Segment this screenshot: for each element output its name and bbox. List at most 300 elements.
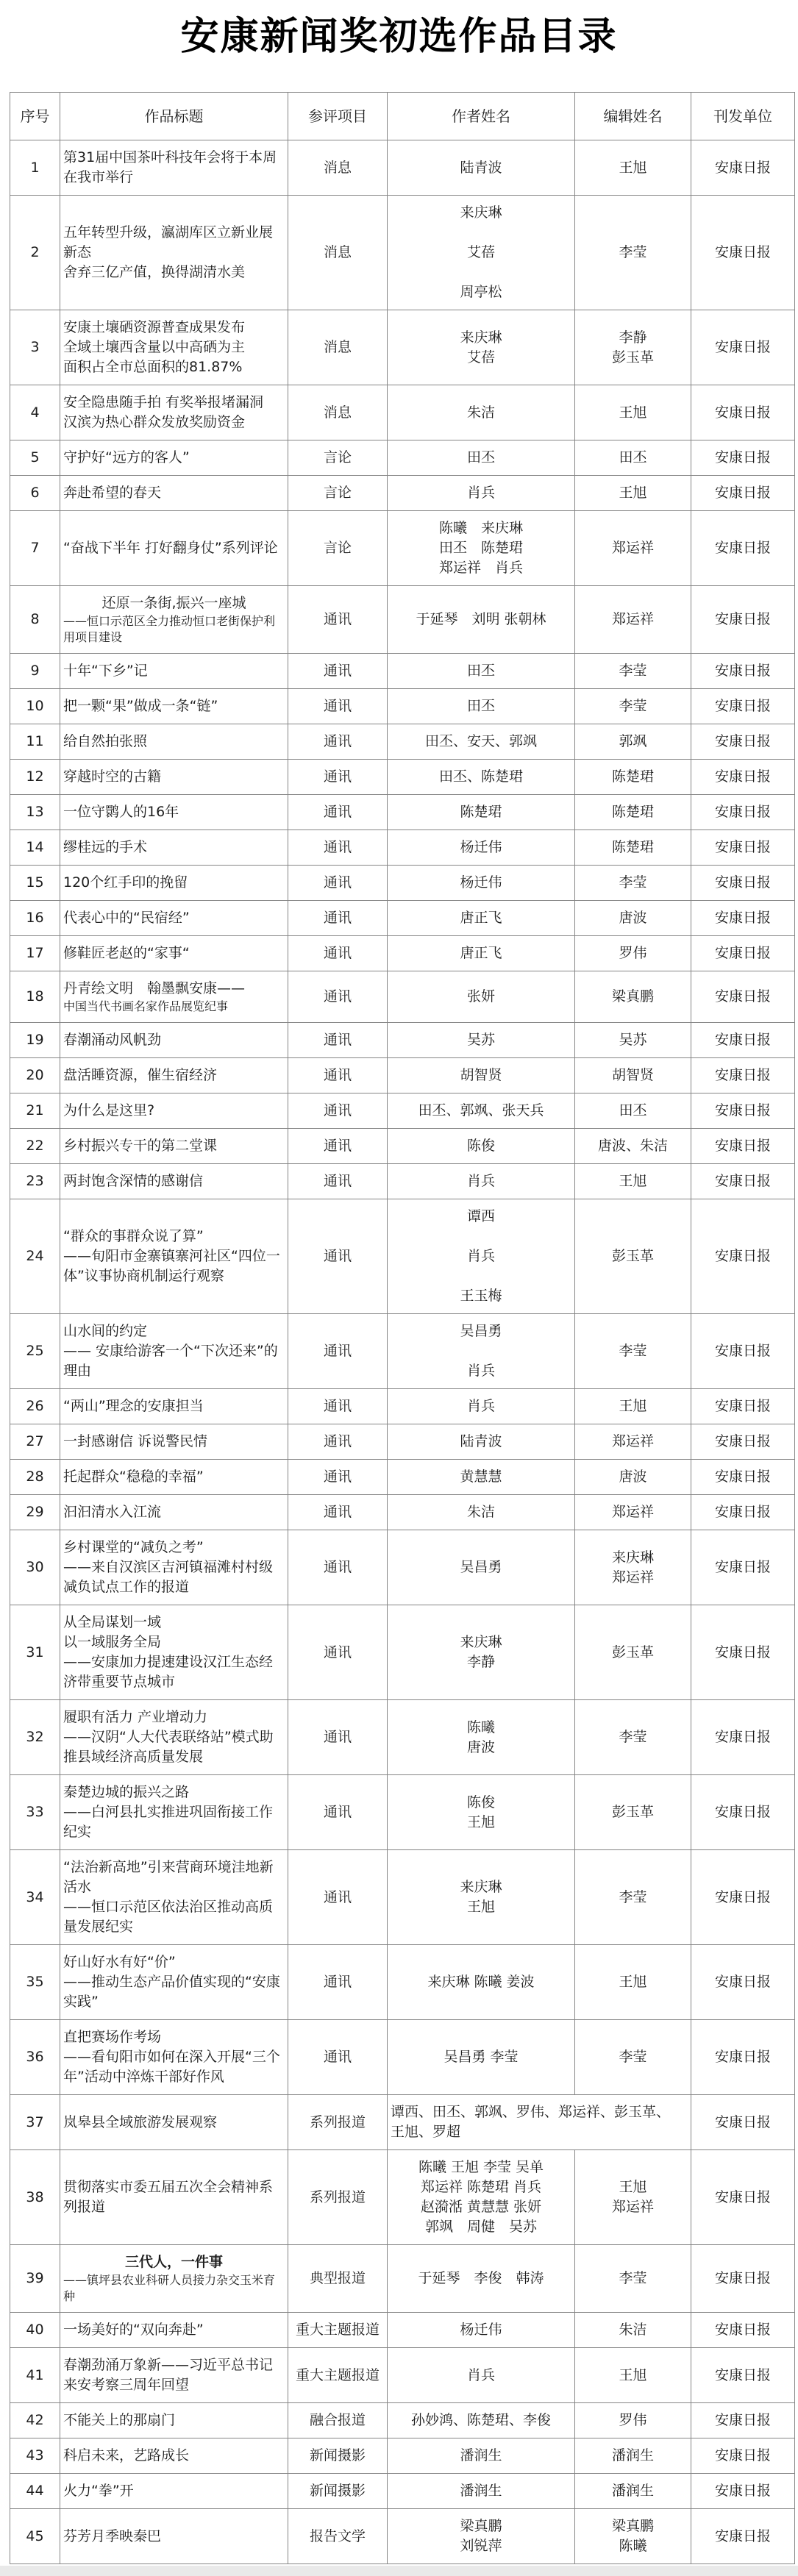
publish-unit-cell: 安康日报: [691, 2150, 795, 2245]
row-number: 36: [10, 2020, 60, 2095]
publish-unit-cell: 安康日报: [691, 2245, 795, 2313]
work-title-cell: [60, 1389, 288, 1424]
publish-unit-cell: 安康日报: [691, 1495, 795, 1530]
table-row: [10, 760, 795, 795]
title-line: 安康土壤硒资源普查成果发布: [63, 319, 246, 335]
name-line: 肖兵: [466, 1173, 495, 1189]
publish-unit-cell: 安康日报: [691, 1945, 795, 2020]
name-line: [391, 1227, 571, 1246]
table-row: [10, 2509, 795, 2564]
name-line: 李莹: [619, 1888, 647, 1905]
category-cell: 通讯: [288, 1424, 388, 1460]
table-row: [10, 1023, 795, 1058]
work-title-cell: [60, 1424, 288, 1460]
authors-cell: [388, 2150, 575, 2245]
name-line: 吴苏: [466, 1032, 495, 1048]
row-number: 19: [10, 1023, 60, 1058]
title-line: 山水间的约定: [63, 1323, 148, 1339]
category-cell: 通讯: [288, 1199, 388, 1314]
authors-cell: [388, 830, 575, 866]
work-title-cell: [60, 1058, 288, 1093]
table-row: [10, 1460, 795, 1495]
name-line: 郑运祥: [611, 1569, 654, 1585]
authors-cell: [388, 1945, 575, 2020]
work-title-cell: [60, 310, 288, 385]
authors-cell: [388, 1199, 575, 1314]
row-number: 29: [10, 1495, 60, 1530]
name-line: 肖兵: [466, 1248, 495, 1264]
table-row: [10, 310, 795, 385]
editors-cell: [575, 2150, 691, 2245]
title-line: 缪桂远的手术: [63, 839, 148, 855]
editors-cell: [575, 310, 691, 385]
authors-cell: [388, 440, 575, 476]
name-line: 艾蓓: [466, 349, 495, 365]
publish-unit-cell: 安康日报: [691, 1389, 795, 1424]
name-line: 肖兵: [466, 1363, 495, 1379]
work-title-cell: [60, 724, 288, 760]
editors-cell: [575, 511, 691, 586]
authors-cell: [388, 1164, 575, 1199]
publish-unit-cell: 安康日报: [691, 866, 795, 901]
name-line: 黄慧慧: [460, 1469, 502, 1485]
table-row: [10, 476, 795, 511]
row-number: 14: [10, 830, 60, 866]
work-title-cell: [60, 936, 288, 971]
table-row: [10, 1495, 795, 1530]
publish-unit-cell: 安康日报: [691, 2348, 795, 2403]
table-row: [10, 1058, 795, 1093]
name-line: 郭飒: [619, 733, 647, 749]
works-table: [10, 92, 795, 2564]
name-line: 王旭: [619, 1974, 647, 1990]
work-title-cell: [60, 586, 288, 654]
name-line: 胡智贤: [460, 1067, 502, 1083]
editors-cell: [575, 2474, 691, 2509]
authors-cell: [388, 2020, 575, 2095]
title-line: ——汉阴“人大代表联络站”模式助推县域经济高质量发展: [63, 1729, 274, 1765]
authors-cell: [388, 1460, 575, 1495]
table-row: [10, 1314, 795, 1389]
name-line: 张妍: [466, 988, 495, 1005]
title-line: 奔赴希望的春天: [63, 485, 162, 501]
work-title-cell: [60, 1945, 288, 2020]
table-row: [10, 2474, 795, 2509]
name-line: 李莹: [619, 663, 647, 679]
publish-unit-cell: 安康日报: [691, 2020, 795, 2095]
title-line: ——旬阳市金寨镇寨河社区“四位一体”议事协商机制运行观察: [63, 1248, 280, 1284]
editors-cell: [575, 1164, 691, 1199]
work-title-cell: [60, 2438, 288, 2474]
name-line: 唐正飞: [460, 910, 502, 926]
authors-cell: [388, 1023, 575, 1058]
editors-cell: [575, 724, 691, 760]
row-number: 43: [10, 2438, 60, 2474]
column-header: 作品标题: [60, 93, 288, 140]
editors-cell: [575, 2020, 691, 2095]
row-number: 3: [10, 310, 60, 385]
table-row: [10, 2150, 795, 2245]
title-line: 直把赛场作考场: [63, 2029, 162, 2045]
row-number: 44: [10, 2474, 60, 2509]
table-row: [10, 1605, 795, 1700]
name-line: 胡智贤: [611, 1067, 654, 1083]
name-line: 来庆琳 陈曦 姜波: [427, 1974, 535, 1990]
table-row: [10, 1700, 795, 1775]
editors-cell: [575, 1945, 691, 2020]
work-title-cell: [60, 1129, 288, 1164]
category-cell: 通讯: [288, 1775, 388, 1850]
work-title-cell: [60, 2095, 288, 2150]
title-line: 面积占全市总面积的81.87%: [63, 359, 243, 375]
publish-unit-cell: 安康日报: [691, 724, 795, 760]
name-line: 唐波: [466, 1738, 495, 1755]
table-row: [10, 1424, 795, 1460]
title-line: 盘活睡资源，催生宿经济: [63, 1067, 218, 1083]
name-line: 王旭: [619, 404, 647, 421]
authors-cell: [388, 724, 575, 760]
work-title-cell: [60, 760, 288, 795]
title-line: ——恒口示范区全力推动恒口老街保护利用项目建设: [63, 614, 276, 644]
work-title-cell: [60, 1530, 288, 1605]
work-title-cell: [60, 830, 288, 866]
table-row: [10, 385, 795, 440]
publish-unit-cell: 安康日报: [691, 140, 795, 196]
table-row: [10, 1164, 795, 1199]
name-line: 朱洁: [619, 2322, 647, 2338]
editors-cell: [575, 654, 691, 689]
category-cell: 通讯: [288, 1129, 388, 1164]
publish-unit-cell: 安康日报: [691, 1129, 795, 1164]
name-line: 李莹: [619, 1729, 647, 1745]
name-line: 李莹: [619, 874, 647, 891]
title-line: 修鞋匠老赵的“家事“: [63, 945, 190, 961]
editors-cell: [575, 1058, 691, 1093]
authors-cell: [388, 1850, 575, 1945]
publish-unit-cell: 安康日报: [691, 936, 795, 971]
name-line: 陈曦 王旭 李莹 吴单: [418, 2159, 544, 2175]
row-number: 1: [10, 140, 60, 196]
work-title-cell: [60, 866, 288, 901]
table-row: [10, 440, 795, 476]
name-line: 王旭: [619, 2366, 647, 2383]
title-line: 给自然拍张照: [63, 733, 148, 749]
category-cell: 消息: [288, 385, 388, 440]
name-line: 王旭: [466, 1813, 495, 1830]
category-cell: 言论: [288, 511, 388, 586]
publish-unit-cell: 安康日报: [691, 2313, 795, 2348]
title-line: 中国当代书画名家作品展览纪事: [63, 999, 229, 1013]
editors-cell: [575, 866, 691, 901]
category-cell: 融合报道: [288, 2403, 388, 2438]
title-line: “两山”理念的安康担当: [63, 1398, 204, 1414]
publish-unit-cell: 安康日报: [691, 795, 795, 830]
title-line: —— 安康给游客一个“下次还来”的理由: [63, 1343, 278, 1379]
table-row: [10, 1093, 795, 1129]
table-row: [10, 2095, 795, 2150]
category-cell: 报告文学: [288, 2509, 388, 2564]
title-line: 好山好水有好“价”: [63, 1954, 176, 1970]
publish-unit-cell: 安康日报: [691, 1424, 795, 1460]
name-line: 赵漪湉 黄慧慧 张妍: [420, 2199, 542, 2215]
name-line: 李莹: [619, 1343, 647, 1359]
name-line: 肖兵: [466, 2366, 495, 2383]
title-line: 丹青绘文明 翰墨飘安康——: [63, 980, 246, 996]
row-number: 24: [10, 1199, 60, 1314]
category-cell: 重大主题报道: [288, 2313, 388, 2348]
name-line: 田丕: [466, 698, 495, 714]
name-line: 于延琴 刘明 张朝林: [416, 611, 546, 627]
category-cell: 通讯: [288, 1495, 388, 1530]
row-number: 6: [10, 476, 60, 511]
authors-cell: [388, 2509, 575, 2564]
name-line: 王玉梅: [460, 1288, 502, 1304]
title-line: 以一域服务全局: [63, 1634, 162, 1650]
name-line: 陆青波: [460, 159, 502, 176]
authors-cell: [388, 1700, 575, 1775]
name-line: 李静: [619, 329, 647, 346]
name-line: 郑运祥: [611, 611, 654, 627]
authors-cell: [388, 760, 575, 795]
authors-cell: [388, 936, 575, 971]
work-title-cell: [60, 901, 288, 936]
category-cell: 通讯: [288, 901, 388, 936]
row-number: 27: [10, 1424, 60, 1460]
name-line: 李莹: [619, 2270, 647, 2286]
name-line: 谭西: [466, 1208, 495, 1224]
name-line: 来庆琳: [460, 329, 502, 346]
work-title-cell: [60, 795, 288, 830]
name-line: 朱洁: [466, 1504, 495, 1520]
authors-cell: [388, 901, 575, 936]
work-title-cell: [60, 2474, 288, 2509]
name-line: 于延琴 李俊 韩涛: [418, 2270, 544, 2286]
row-number: 7: [10, 511, 60, 586]
name-line: [391, 263, 571, 282]
name-line: 田丕、陈楚珺: [438, 768, 523, 785]
authors-cell: [388, 2348, 575, 2403]
row-number: 28: [10, 1460, 60, 1495]
name-line: 彭玉革: [611, 349, 654, 365]
work-title-cell: [60, 2150, 288, 2245]
publish-unit-cell: 安康日报: [691, 476, 795, 511]
publish-unit-cell: 安康日报: [691, 1023, 795, 1058]
category-cell: 典型报道: [288, 2245, 388, 2313]
table-row: [10, 1530, 795, 1605]
title-line: 履职有活力 产业增动力: [63, 1709, 208, 1725]
work-title-cell: [60, 2509, 288, 2564]
editors-cell: [575, 1129, 691, 1164]
title-line: 汉滨为热心群众发放奖励资金: [63, 414, 246, 430]
work-title-cell: [60, 440, 288, 476]
name-line: 陈楚珺: [611, 768, 654, 785]
publish-unit-cell: 安康日报: [691, 1314, 795, 1389]
title-line: 春潮涌动风帆劲: [63, 1032, 162, 1048]
category-cell: 新闻摄影: [288, 2474, 388, 2509]
editors-cell: [575, 971, 691, 1023]
table-row: [10, 724, 795, 760]
title-line: 舍弃三亿产值，换得湖清水美: [63, 264, 246, 280]
table-row: [10, 2020, 795, 2095]
title-line: 穿越时空的古籍: [63, 768, 162, 785]
category-cell: 通讯: [288, 1530, 388, 1605]
category-cell: 通讯: [288, 2020, 388, 2095]
name-line: 杨迁伟: [460, 839, 502, 855]
publish-unit-cell: 安康日报: [691, 1058, 795, 1093]
editors-cell: [575, 196, 691, 310]
editors-cell: [575, 1093, 691, 1129]
name-line: 彭玉革: [611, 1248, 654, 1264]
table-header-row: [10, 93, 795, 140]
work-title-cell: [60, 1850, 288, 1945]
editors-cell: [575, 689, 691, 724]
title-line: 从全局谋划一域: [63, 1614, 162, 1630]
editors-cell: [575, 830, 691, 866]
category-cell: 通讯: [288, 1460, 388, 1495]
row-number: 13: [10, 795, 60, 830]
publish-unit-cell: 安康日报: [691, 654, 795, 689]
category-cell: 通讯: [288, 1023, 388, 1058]
row-number: 12: [10, 760, 60, 795]
table-row: [10, 936, 795, 971]
row-number: 5: [10, 440, 60, 476]
name-line: 吴苏: [619, 1032, 647, 1048]
row-number: 22: [10, 1129, 60, 1164]
editors-cell: [575, 440, 691, 476]
name-line: 陈曦: [466, 1719, 495, 1735]
work-title-cell: [60, 1199, 288, 1314]
authors-cell: [388, 2095, 691, 2150]
table-row: [10, 1945, 795, 2020]
editors-cell: [575, 1199, 691, 1314]
publish-unit-cell: 安康日报: [691, 971, 795, 1023]
authors-cell: [388, 1058, 575, 1093]
publish-unit-cell: 安康日报: [691, 2403, 795, 2438]
name-line: 田丕、安天、郭飒: [424, 733, 537, 749]
name-line: 唐波: [619, 1469, 647, 1485]
publish-unit-cell: 安康日报: [691, 1605, 795, 1700]
row-number: 15: [10, 866, 60, 901]
name-line: 梁真鹏: [611, 2518, 654, 2534]
category-cell: 通讯: [288, 830, 388, 866]
authors-cell: [388, 1093, 575, 1129]
editors-cell: [575, 1424, 691, 1460]
work-title-cell: [60, 385, 288, 440]
row-number: 32: [10, 1700, 60, 1775]
row-number: 33: [10, 1775, 60, 1850]
row-number: 18: [10, 971, 60, 1023]
name-line: 来庆琳: [460, 1634, 502, 1650]
name-line: 陈曦 来庆琳: [438, 520, 523, 536]
authors-cell: [388, 1424, 575, 1460]
name-line: 陈楚珺: [460, 804, 502, 820]
row-number: 37: [10, 2095, 60, 2150]
title-line: ——镇坪县农业科研人员接力杂交玉米育种: [63, 2273, 276, 2303]
category-cell: 通讯: [288, 1850, 388, 1945]
name-line: 田丕 陈楚珺: [438, 540, 523, 556]
editors-cell: [575, 1530, 691, 1605]
row-number: 39: [10, 2245, 60, 2313]
category-cell: 通讯: [288, 936, 388, 971]
row-number: 16: [10, 901, 60, 936]
authors-cell: [388, 1605, 575, 1700]
name-line: 杨迁伟: [460, 2322, 502, 2338]
publish-unit-cell: 安康日报: [691, 1460, 795, 1495]
title-line: 岚皋县全域旅游发展观察: [63, 2113, 218, 2130]
editors-cell: [575, 140, 691, 196]
name-line: 吴昌勇: [460, 1323, 502, 1339]
name-line: 罗伟: [619, 945, 647, 961]
row-number: 17: [10, 936, 60, 971]
category-cell: 重大主题报道: [288, 2348, 388, 2403]
editors-cell: [575, 1605, 691, 1700]
table-row: [10, 1129, 795, 1164]
name-line: 王旭: [619, 1398, 647, 1414]
authors-cell: [388, 2438, 575, 2474]
authors-cell: [388, 196, 575, 310]
row-number: 4: [10, 385, 60, 440]
title-line: ——看旬阳市如何在深入开展“三个年”活动中淬炼干部好作风: [63, 2049, 280, 2085]
name-line: [391, 1266, 571, 1286]
authors-cell: [388, 140, 575, 196]
category-cell: 通讯: [288, 1700, 388, 1775]
authors-cell: [388, 2245, 575, 2313]
name-line: 田丕: [466, 663, 495, 679]
table-row: [10, 140, 795, 196]
editors-cell: [575, 2509, 691, 2564]
category-cell: 通讯: [288, 1314, 388, 1389]
editors-cell: [575, 476, 691, 511]
publish-unit-cell: 安康日报: [691, 1199, 795, 1314]
title-line: 乡村振兴专干的第二堂课: [63, 1138, 218, 1154]
row-number: 20: [10, 1058, 60, 1093]
row-number: 25: [10, 1314, 60, 1389]
work-title-cell: [60, 1460, 288, 1495]
row-number: 41: [10, 2348, 60, 2403]
name-line: 吴昌勇 李莹: [443, 2049, 519, 2065]
authors-cell: [388, 2474, 575, 2509]
category-cell: 通讯: [288, 689, 388, 724]
category-cell: 通讯: [288, 795, 388, 830]
name-line: 谭西、田丕、郭飒、罗伟、郑运祥、彭玉革、: [391, 2104, 671, 2120]
category-cell: 系列报道: [288, 2095, 388, 2150]
name-line: 孙妙鸿、陈楚珺、李俊: [410, 2412, 551, 2428]
name-line: [391, 1341, 571, 1361]
name-line: 李莹: [619, 244, 647, 260]
name-line: 彭玉革: [611, 1804, 654, 1820]
name-line: 李莹: [619, 698, 647, 714]
publish-unit-cell: 安康日报: [691, 1164, 795, 1199]
name-line: 田丕: [619, 449, 647, 465]
title-line: 安全隐患随手拍 有奖举报堵漏洞: [63, 394, 264, 410]
category-cell: 通讯: [288, 1605, 388, 1700]
publish-unit-cell: 安康日报: [691, 440, 795, 476]
name-line: 肖兵: [466, 1398, 495, 1414]
publish-unit-cell: 安康日报: [691, 689, 795, 724]
table-row: [10, 830, 795, 866]
name-line: 唐正飞: [460, 945, 502, 961]
work-title-cell: [60, 2020, 288, 2095]
title-line: ——安康加力提速建设汉江生态经济带重要节点城市: [63, 1654, 274, 1690]
authors-cell: [388, 476, 575, 511]
authors-cell: [388, 310, 575, 385]
title-line: “群众的事群众说了算”: [63, 1228, 204, 1244]
name-line: 潘润生: [611, 2447, 654, 2463]
title-line: 守护好“远方的客人”: [63, 449, 190, 465]
row-number: 2: [10, 196, 60, 310]
publish-unit-cell: 安康日报: [691, 1700, 795, 1775]
table-row: [10, 689, 795, 724]
